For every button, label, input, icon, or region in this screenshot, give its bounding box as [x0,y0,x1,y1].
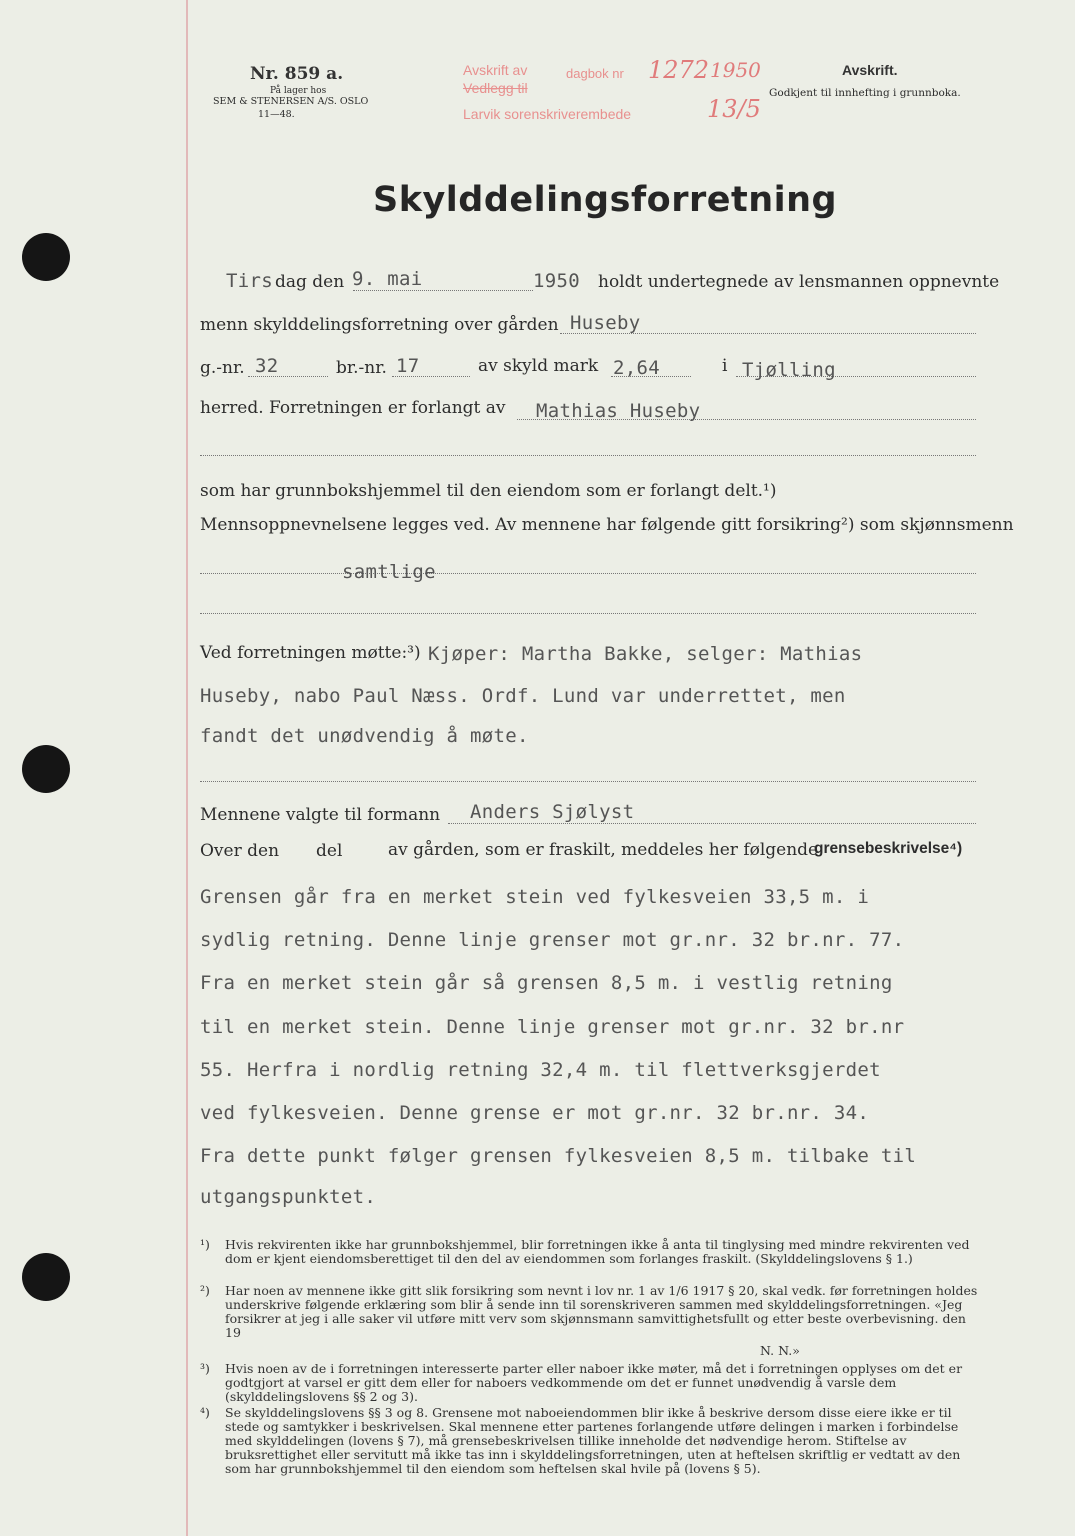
footnote-signature: N. N.» [760,1343,800,1358]
gnr-handwritten: 32 [255,355,279,377]
footnote-2 [200,1284,980,1340]
requester-handwritten: Mathias Huseby [536,400,701,422]
footnote-mark: ⁴) [200,1405,210,1420]
kommune-handwritten: Tjølling [742,359,836,381]
stamp-vedlegg: Vedlegg til [463,80,528,96]
gnr-label: g.-nr. [200,358,245,378]
over-den-label: Over den [200,841,280,861]
stamp-dagbok: dagbok nr [566,66,624,81]
del-label: del [316,841,343,861]
grense-bold: grensebeskrivelse⁴) [814,840,963,857]
fill-line [200,573,976,574]
footnote-mark: ³) [200,1361,210,1376]
skyld-handwritten: 2,64 [613,357,660,379]
fill-line [448,823,976,824]
formann-handwritten: Anders Sjølyst [470,801,635,823]
footnote-text: Hvis rekvirenten ikke har grunnbokshjemmel, blir forretningen ikke å anta til tinglysing med mindre rekvirenten ved dom er kjent eiendomsberettiget til den del av eiendommen som forlanges fraskilt. (Skylddelingslovens § 1.) [225,1237,970,1266]
avskrift-approval: Godkjent til innhefting i grunnboka. [769,87,961,99]
form-number: Nr. 859 a. [250,64,344,84]
stamp-avskrift: Avskrift av [463,62,528,78]
dag-den-label: dag den [275,272,345,292]
line2-text: menn skylddelingsforretning over gården [200,315,559,335]
desc-line: til en merket stein. Denne linje grenser mot gr.nr. 32 br.nr [200,1016,905,1038]
desc-line: 55. Herfra i nordlig retning 32,4 m. til flettverksgjerdet [200,1059,881,1081]
forsikring-handwritten: samtlige [342,561,436,583]
herred-text: herred. Forretningen er forlangt av [200,398,506,418]
desc-line: sydlig retning. Denne linje grenser mot gr.nr. 32 br.nr. 77. [200,929,905,951]
stamp-office: Larvik sorenskriverembede [463,106,632,122]
punch-hole [22,745,70,793]
footnote-text: Har noen av mennene ikke gitt slik forsikring som nevnt i lov nr. 1 av 1/6 1917 § 20, skal vedk. før forretningen holdes underskrive følgende erklæring som blir å sende inn til sorenskriveren sammen med skylddelingsforretningen. «Jeg forsikrer at jeg i alle saker vil utføre mitt verv som skjønnsmann samvittighetsfullt og etter beste overbevisning. den 19 [225,1283,978,1340]
desc-line: ved fylkesveien. Denne grense er mot gr.nr. 32 br.nr. 34. [200,1102,870,1124]
mote-label: Ved forretningen møtte:³) [200,643,421,663]
brnr-label: br.-nr. [336,358,387,378]
desc-line: utgangspunktet. [200,1186,377,1208]
punch-hole [22,1253,70,1301]
avskrift-label: Avskrift. [842,62,898,78]
publisher-line: 11—48. [258,109,295,120]
publisher-line: SEM & STENERSEN A/S. OSLO [213,96,369,107]
footnote-mark: ¹) [200,1237,210,1252]
publisher-line: På lager hos [270,86,327,96]
mote-handwritten: fandt det unødvendig å møte. [200,725,529,747]
mote-handwritten: Huseby, nabo Paul Næss. Ordf. Lund var underrettet, men [200,685,846,707]
footnote-text: Hvis noen av de i forretningen interesserte parter eller naboer ikke møter, må det i forretningen opplyses om det er godtgjort at varsel er gitt dem eller for naboers vedkommende om det er funnet unødvendig å varsle dem (skylddelingslovens §§ 2 og 3). [225,1361,963,1404]
footnote-4 [200,1406,980,1476]
stamp-year: 1950 [710,58,761,82]
mennsopp-text: Mennsoppnevnelsene legges ved. Av mennene har følgende gitt forsikring²) som skjønnsmenn [200,515,1014,535]
weekday-handwritten: Tirs [226,270,273,292]
fill-line [200,455,976,456]
grunnbok-text: som har grunnbokshjemmel til den eiendom som er forlangt delt.¹) [200,481,777,501]
margin-rule [186,0,188,1536]
farm-handwritten: Huseby [570,312,641,334]
mote-handwritten: Kjøper: Martha Bakke, selger: Mathias [428,643,863,665]
skyld-label: av skyld mark [478,356,599,376]
brnr-handwritten: 17 [396,355,420,377]
desc-line: Grensen går fra en merket stein ved fylkesveien 33,5 m. i [200,886,870,908]
year-handwritten: 1950 [533,270,580,292]
desc-line: Fra en merket stein går så grensen 8,5 m. i vestlig retning [200,972,893,994]
footnote-mark: ²) [200,1283,210,1298]
stamp-date: 13/5 [707,95,761,123]
date-handwritten: 9. mai [352,268,423,290]
fill-line [200,613,976,614]
page-title: Skylddelingsforretning [373,180,838,220]
fill-line [200,781,976,782]
footnote-2-signature [200,1344,980,1358]
i-label: i [722,356,728,376]
formann-label: Mennene valgte til formann [200,805,441,825]
footnote-text: Se skylddelingslovens §§ 3 og 8. Grensene mot naboeiendommen blir ikke å beskrive dersom disse eiere ikke er til stede og samtykker i beskrivelsen. Skal mennene etter partenes forlangende utføre delingen i marken i forbindelse med skylddelingen (lovens § 7), må grensebeskrivelsen tillike inneholde det nødvendige herom. Stiftelse av bruksrettighet eller servitutt må ikke tas inn i skylddelingsforretningen, uten at heftelsen skriftlig er vedtatt av den som har grunnbokshjemmel til den eiendom som heftelsen skal hvile på (lovens § 5). [225,1405,961,1476]
desc-line: Fra dette punkt følger grensen fylkesveien 8,5 m. tilbake til [200,1145,917,1167]
footnote-3 [200,1362,980,1404]
punch-hole [22,233,70,281]
fill-line [353,290,533,291]
footnote-1 [200,1238,980,1266]
grense-text: av gården, som er fraskilt, meddeles her følgende [388,840,819,860]
line1-text: holdt undertegnede av lensmannen oppnevnte [598,272,1000,292]
stamp-journal-number: 1272 [648,56,710,84]
